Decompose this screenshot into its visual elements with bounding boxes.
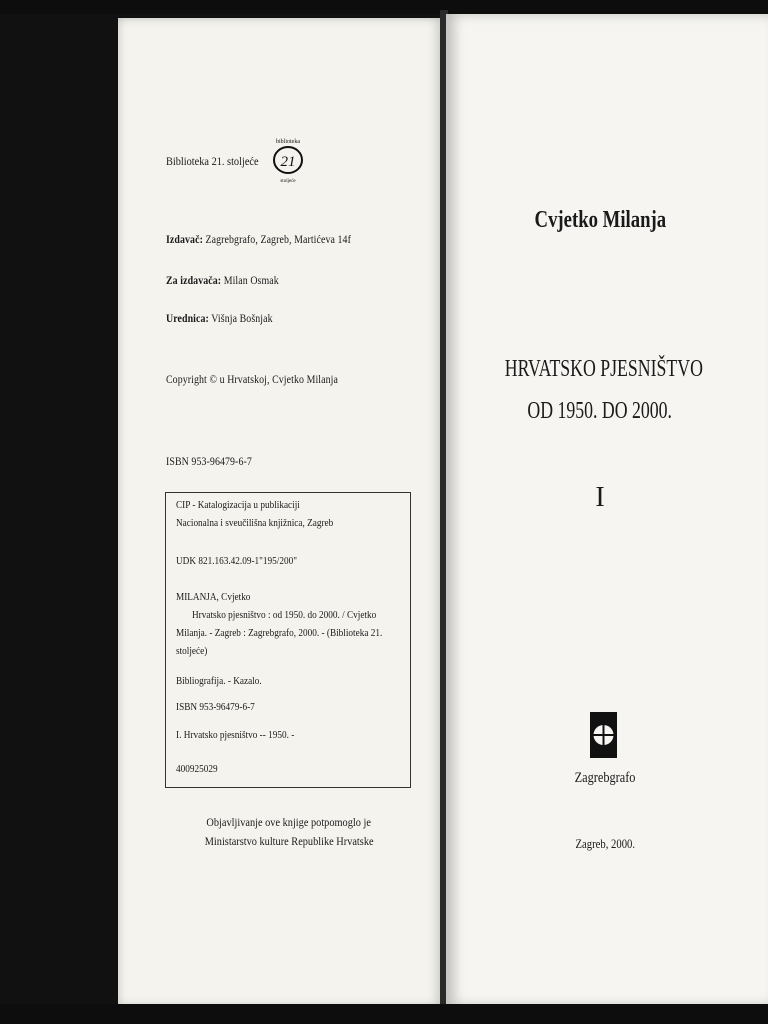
series-logo-arc-bottom: stoljeće xyxy=(280,179,296,184)
support-line-2 xyxy=(164,834,414,849)
scan-edge-bottom xyxy=(0,1004,768,1024)
cip-isbn: ISBN 953-96479-6-7 xyxy=(176,701,255,713)
publisher-name-text: Zagrebgrafo xyxy=(574,770,636,786)
cip-entry-title: Hrvatsko pjesništvo : od 1950. do 2000. / Cvjetko xyxy=(192,609,377,621)
publisher-logo-icon xyxy=(590,712,617,758)
place-and-year xyxy=(540,836,670,852)
cip-record-box xyxy=(165,492,411,788)
cip-udk: UDK 821.163.42.09-1"195/200" xyxy=(176,555,297,567)
series-logo-icon xyxy=(268,133,308,185)
support-line-1 xyxy=(164,815,414,830)
book-title-line-1 xyxy=(470,356,730,383)
series-name: Biblioteka 21. stoljeće xyxy=(166,154,259,168)
scan-edge-top xyxy=(0,0,768,14)
support-text-2: Ministarstvo kulture Republike Hrvatske xyxy=(204,834,374,848)
publisher-line xyxy=(166,234,351,246)
publisher-value: Zagrebgrafo, Zagreb, Martićeva 14f xyxy=(205,234,351,246)
volume-number: I xyxy=(595,482,605,513)
support-text-1: Objavljivanje ove knjige potpomoglo je xyxy=(206,815,372,829)
book-title-line-2 xyxy=(470,398,730,425)
for-publisher-line xyxy=(166,275,279,287)
author-name xyxy=(490,207,710,234)
cip-subject: I. Hrvatsko pjesništvo -- 1950. - xyxy=(176,729,295,741)
cip-entry-series: stoljeće) xyxy=(176,645,208,657)
title-text-2: OD 1950. DO 2000. xyxy=(527,398,673,424)
cip-heading: CIP - Katalogizacija u publikaciji xyxy=(176,499,300,511)
series-title xyxy=(166,154,274,169)
editor-value: Višnja Bošnjak xyxy=(211,313,273,325)
isbn-line: ISBN 953-96479-6-7 xyxy=(166,456,252,468)
author-text: Cvjetko Milanja xyxy=(534,207,666,233)
cip-bibliography: Bibliografija. - Kazalo. xyxy=(176,675,262,687)
cip-entry-author: MILANJA, Cvjetko xyxy=(176,591,251,603)
place-year-text: Zagreb, 2000. xyxy=(575,836,635,851)
cip-library: Nacionalna i sveučilišna knjižnica, Zagreb xyxy=(176,517,334,529)
series-logo-arc-top: biblioteka xyxy=(276,139,300,145)
for-publisher-value: Milan Osmak xyxy=(223,275,279,287)
editor-line xyxy=(166,313,273,325)
cip-entry-imprint: Milanja. - Zagreb : Zagrebgrafo, 2000. - (Biblioteka 21. xyxy=(176,627,383,639)
title-text-1: HRVATSKO PJESNIŠTVO xyxy=(504,356,703,382)
series-logo-number: 21 xyxy=(280,154,296,170)
publisher-label: Izdavač: xyxy=(166,234,203,246)
cip-record-id: 400925029 xyxy=(176,763,218,775)
for-publisher-label: Za izdavača: xyxy=(166,275,222,287)
copyright-line: Copyright © u Hrvatskoj, Cvjetko Milanja xyxy=(166,374,338,386)
publisher-name xyxy=(540,770,670,787)
editor-label: Urednica: xyxy=(166,313,209,325)
